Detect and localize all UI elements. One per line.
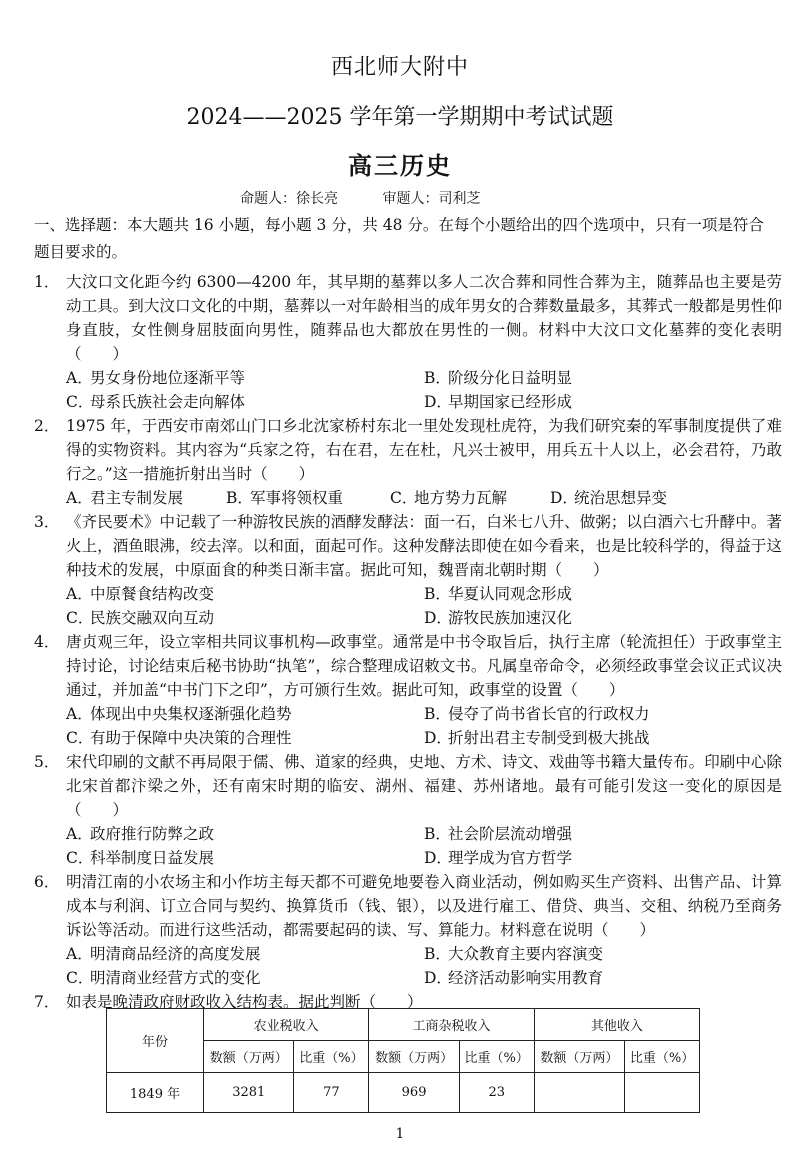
question-number: 2．	[34, 417, 60, 435]
option-letter: A．	[66, 825, 93, 843]
question-4	[34, 630, 782, 750]
option-text: 社会阶层流动增强	[448, 825, 573, 843]
group-header-commerce: 工商杂税收入	[369, 1009, 534, 1041]
share-header: 比重（%）	[459, 1041, 534, 1073]
option-group	[34, 582, 782, 630]
authors-line	[240, 188, 480, 208]
question-number: 3．	[34, 513, 60, 531]
option-letter: A．	[66, 489, 93, 507]
option-text: 民族交融双向互动	[90, 609, 215, 627]
option-letter: B．	[424, 705, 451, 723]
option-a[interactable]	[66, 702, 424, 726]
question-text: 唐贞观三年，设立宰相共同议事机构—政事堂。通常是中书令取旨后，执行主席（轮流担任）于政事堂主持讨论，讨论结束后秘书协助“执笔”，综合整理成诏敕文书。凡属皇帝命令，必须经政事堂会议正式议决通过，并加盖“中书门下之印”，方可颁行生效。据此可知，政事堂的设置（ ）	[66, 633, 782, 699]
option-text: 有助于保障中央决策的合理性	[90, 729, 292, 747]
option-d[interactable]	[424, 966, 782, 990]
share-header: 比重（%）	[294, 1041, 369, 1073]
option-d[interactable]	[424, 390, 782, 414]
option-text: 君主专制发展	[90, 489, 184, 507]
option-text: 经济活动影响实用教育	[448, 969, 604, 987]
option-letter: B．	[226, 489, 253, 507]
option-text: 政府推行防弊之政	[90, 825, 215, 843]
question-text: 大汶口文化距今约 6300—4200 年，其早期的墓葬以多人二次合葬和同性合葬为主，随葬品也主要是劳动工具。到大汶口文化的中期，墓葬以一对年龄相当的成年男女的合葬数量最多，其葬式一般都是男性仰身直肢，女性侧身屈肢面向男性，随葬品也大都放在男性的一侧。材料中大汶口文化墓葬的变化表明（ ）	[66, 273, 782, 363]
question-number: 6．	[34, 873, 60, 891]
option-letter: A．	[66, 945, 93, 963]
option-b[interactable]	[424, 702, 782, 726]
question-text: 《齐民要术》中记载了一种游牧民族的酒酵发酵法：面一石，白米七八升、做粥；以白酒六七升酵中。著火上，酒鱼眼沸，绞去滓。以和面，面起可作。这种发酵法即使在如今看来，也是比较科学的，得益于这种技术的发展，中原面食的种类日渐丰富。据此可知，魏晋南北朝时期（ ）	[66, 513, 782, 579]
option-text: 统治思想异变	[574, 489, 668, 507]
option-letter: C．	[66, 729, 94, 747]
question-stem	[34, 414, 782, 486]
question-number: 4．	[34, 633, 60, 651]
option-group	[34, 702, 782, 750]
option-text: 早期国家已经形成	[448, 393, 573, 411]
option-b[interactable]	[424, 582, 782, 606]
option-c[interactable]	[390, 486, 550, 510]
year-cell: 1849 年	[107, 1073, 204, 1113]
option-c[interactable]	[66, 726, 424, 750]
option-letter: D．	[550, 489, 578, 507]
option-d[interactable]	[550, 486, 782, 510]
option-b[interactable]	[424, 366, 782, 390]
option-text: 游牧民族加速汉化	[448, 609, 573, 627]
option-c[interactable]	[66, 966, 424, 990]
option-letter: D．	[424, 609, 452, 627]
question-2	[34, 414, 782, 510]
option-letter: A．	[66, 369, 93, 387]
question-text: 明清江南的小农场主和小作坊主每天都不可避免地要卷入商业活动，例如购买生产资料、出售产品、计算成本与利润、订立合同与契约、换算货币（钱、银），以及进行雇工、借贷、典当、交租、纳税乃至商务诉讼等活动。而进行这些活动，都需要起码的读、写、算能力。材料意在说明（ ）	[66, 873, 782, 939]
option-group	[34, 942, 782, 990]
option-text: 华夏认同观念形成	[448, 585, 573, 603]
section-instructions: 一、选择题：本大题共 16 小题，每小题 3 分，共 48 分。在每个小题给出的四个选项中，只有一项是符合题目要求的。	[34, 216, 764, 261]
question-1	[34, 270, 782, 414]
question-number: 7．	[34, 993, 60, 1011]
table-row	[107, 1073, 700, 1113]
option-a[interactable]	[66, 822, 424, 846]
question-3	[34, 510, 782, 630]
option-group	[34, 822, 782, 870]
option-text: 理学成为官方哲学	[448, 849, 573, 867]
other-amount-cell	[534, 1073, 624, 1113]
option-letter: A．	[66, 585, 93, 603]
option-c[interactable]	[66, 846, 424, 870]
option-b[interactable]	[226, 486, 390, 510]
option-letter: C．	[66, 849, 94, 867]
option-letter: C．	[66, 393, 94, 411]
question-stem	[34, 750, 782, 822]
option-letter: D．	[424, 393, 452, 411]
option-c[interactable]	[66, 606, 424, 630]
question-number: 5．	[34, 753, 60, 771]
option-text: 男女身份地位逐渐平等	[90, 369, 246, 387]
author-name: 命题人：徐长亮	[240, 191, 338, 207]
option-text: 阶级分化日益明显	[448, 369, 573, 387]
option-letter: C．	[66, 609, 94, 627]
option-a[interactable]	[66, 486, 226, 510]
table-header-row	[107, 1009, 700, 1041]
option-d[interactable]	[424, 606, 782, 630]
option-text: 折射出君主专制受到极大挑战	[448, 729, 650, 747]
option-d[interactable]	[424, 726, 782, 750]
year-header: 年份	[107, 1009, 204, 1073]
revenue-table	[106, 1008, 700, 1113]
subject-title: 高三历史	[348, 151, 452, 180]
option-text: 母系氏族社会走向解体	[90, 393, 246, 411]
agri-amount-cell: 3281	[204, 1073, 294, 1113]
reviewer-name: 审题人：司利芝	[382, 191, 481, 207]
option-a[interactable]	[66, 366, 424, 390]
question-stem	[34, 870, 782, 942]
option-b[interactable]	[424, 822, 782, 846]
option-text: 中原餐食结构改变	[90, 585, 215, 603]
option-letter: C．	[390, 489, 418, 507]
question-5	[34, 750, 782, 870]
page-number: 1	[395, 1126, 405, 1142]
question-list	[34, 270, 782, 1014]
option-d[interactable]	[424, 846, 782, 870]
option-letter: B．	[424, 825, 451, 843]
agri-share-cell: 77	[294, 1073, 369, 1113]
question-6	[34, 870, 782, 990]
option-text: 军事将领权重	[250, 489, 344, 507]
option-letter: B．	[424, 945, 451, 963]
option-text: 大众教育主要内容演变	[448, 945, 604, 963]
option-text: 明清商业经营方式的变化	[90, 969, 261, 987]
option-letter: B．	[424, 585, 451, 603]
group-header-agriculture: 农业税收入	[204, 1009, 369, 1041]
option-group	[34, 366, 782, 414]
comm-amount-cell: 969	[369, 1073, 459, 1113]
amount-header: 数额（万两）	[204, 1041, 294, 1073]
question-number: 1．	[34, 273, 60, 291]
option-b[interactable]	[424, 942, 782, 966]
option-text: 地方势力瓦解	[414, 489, 508, 507]
other-share-cell	[625, 1073, 700, 1113]
share-header: 比重（%）	[625, 1041, 700, 1073]
option-text: 明清商品经济的高度发展	[90, 945, 261, 963]
option-group	[34, 486, 782, 510]
question-text: 1975 年，于西安市南郊山门口乡北沈家桥村东北一里处发现杜虎符，为我们研究秦的军事制度提供了难得的实物资料。其内容为“兵家之符，右在君，左在杜，凡兴士被甲，用兵五十人以上，必会君符，乃敢行之。”这一措施折射出当时（ ）	[66, 417, 782, 483]
option-a[interactable]	[66, 582, 424, 606]
option-letter: A．	[66, 705, 93, 723]
group-header-other: 其他收入	[534, 1009, 699, 1041]
option-letter: B．	[424, 369, 451, 387]
question-stem	[34, 270, 782, 366]
option-letter: C．	[66, 969, 94, 987]
option-letter: D．	[424, 849, 452, 867]
exam-title: 2024——2025 学年第一学期期中考试试题	[186, 105, 614, 130]
school-name: 西北师大附中	[330, 55, 469, 80]
question-text: 宋代印刷的文献不再局限于儒、佛、道家的经典，史地、方术、诗文、戏曲等书籍大量传布。印刷中心除北宋首都汴梁之外，还有南宋时期的临安、湖州、福建、苏州诸地。最有可能引发这一变化的原因是（ ）	[66, 753, 782, 819]
question-stem	[34, 630, 782, 702]
option-text: 侵夺了尚书省长官的行政权力	[448, 705, 650, 723]
amount-header: 数额（万两）	[534, 1041, 624, 1073]
comm-share-cell: 23	[459, 1073, 534, 1113]
option-text: 科举制度日益发展	[90, 849, 215, 867]
option-letter: D．	[424, 969, 452, 987]
option-c[interactable]	[66, 390, 424, 414]
option-letter: D．	[424, 729, 452, 747]
question-stem	[34, 510, 782, 582]
option-a[interactable]	[66, 942, 424, 966]
option-text: 体现出中央集权逐渐强化趋势	[90, 705, 292, 723]
amount-header: 数额（万两）	[369, 1041, 459, 1073]
question-text: 如表是晚清政府财政收入结构表。据此判断（ ）	[66, 993, 423, 1011]
